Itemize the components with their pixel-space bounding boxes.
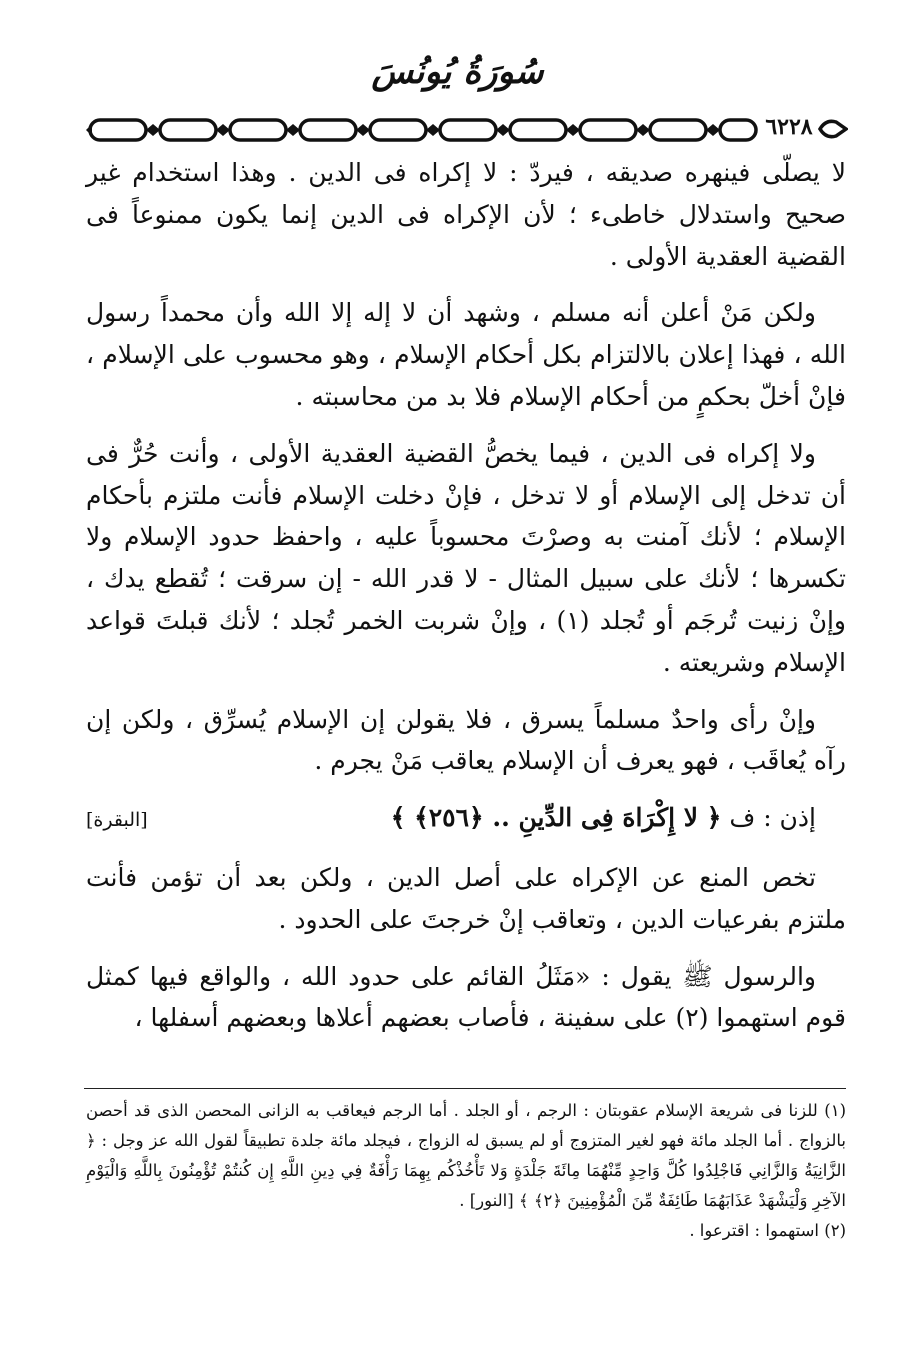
- verse-reference: [البقرة]: [86, 809, 148, 832]
- paragraph: وإنْ رأى واحدٌ مسلماً يسرق ، فلا يقولن إن الإسلام يُسرِّق ، ولكن إن رآه يُعاقَب ، فهو يعرف أن الإسلام يعاقب مَنْ يجرم .: [86, 704, 846, 776]
- ornament-chain-icon: [86, 112, 760, 148]
- main-text: [86, 152, 846, 1054]
- verse-prefix: إذن : ف: [729, 803, 816, 833]
- footnote: (١) للزنا فى شريعة الإسلام عقوبتان : الرجم ، أو الجلد . أما الرجم فيعاقب به الزانى المحصن الذى قد أحصن بالزواج . أما الجلد مائة فهو لغير المتزوج أو لم يسبق له الزواج ، فيجلد مائة جلدة تطبيقاً لقول الله عز وجل : ﴿ الزَّانِيَةُ وَالزَّانِي فَاجْلِدُوا كُلَّ وَاحِدٍ مِّنْهُمَا مِائَةَ جَلْدَةٍ وَلا تَأْخُذْكُم بِهِمَا رَأْفَةٌ فِي دِينِ اللَّهِ إِن كُنتُمْ تُؤْمِنُونَ بِاللَّهِ وَالْيَوْمِ الآخِرِ وَلْيَشْهَدْ عَذَابَهُمَا طَائِفَةٌ مِّنَ الْمُؤْمِنِينَ ﴿٢﴾ ﴾ [النور] .: [86, 1101, 846, 1210]
- paragraph: ولكن مَنْ أعلن أنه مسلم ، وشهد أن لا إله إلا الله وأن محمداً رسول الله ، فهذا إعلان بالالتزام بكل أحكام الإسلام ، وهو محسوب على الإسلام ، فإنْ أخلّ بحكمٍ من أحكام الإسلام فلا بد من محاسبته .: [86, 298, 846, 411]
- paragraph: والرسول ﷺ يقول : «مَثَلُ القائم على حدود الله ، والواقع فيها كمثل قوم استهموا (٢) على سفينة ، فأصاب بعضهم أعلاها وبعضهم أسفلها ،: [86, 961, 846, 1033]
- verse-text: ﴿ لا إِكْرَاهَ فِى الدِّينِ .. ﴿٢٥٦﴾ ﴾: [390, 803, 722, 833]
- footnote-divider: [84, 1088, 846, 1089]
- ornament-end-icon: [818, 117, 848, 141]
- quran-verse: [391, 797, 816, 839]
- quran-verse-line: [86, 797, 846, 842]
- footnotes: [86, 1096, 846, 1246]
- page-number: ٦٢٢٨: [765, 114, 813, 140]
- surah-title: سُورَةُ يُونُسَ: [371, 52, 544, 92]
- paragraph: ولا إكراه فى الدين ، فيما يخصُّ القضية العقدية الأولى ، وأنت حُرٌّ فى أن تدخل إلى الإسلام أو لا تدخل ، فإنْ دخلت الإسلام فأنت ملتزم بأحكام الإسلام ؛ لأنك آمنت به وصرْتَ محسوباً عليه ، واحفظ حدود الإسلام ولا تكسرها ؛ لأنك على سبيل المثال - لا قدر الله - إن سرقت ؛ تُقطع يدك ، وإنْ زنيت تُرجَم أو تُجلد (١) ، وإنْ شربت الخمر تُجلد ؛ لأنك قبلتَ قواعد الإسلام وشريعته .: [86, 438, 846, 677]
- paragraph: تخص المنع عن الإكراه على أصل الدين ، ولكن بعد أن تؤمن فأنت ملتزم بفرعيات الدين ، وتعاقب إنْ خرجتَ على الحدود .: [86, 862, 846, 934]
- paragraph: لا يصلّى فينهره صديقه ، فيردّ : لا إكراه فى الدين . وهذا استخدام غير صحيح واستدلال خاطىء ؛ لأن الإكراه فى الدين إنما يكون ممنوعاً فى القضية العقدية الأولى .: [86, 158, 846, 271]
- footnote: (٢) استهموا : اقترعوا .: [689, 1221, 846, 1240]
